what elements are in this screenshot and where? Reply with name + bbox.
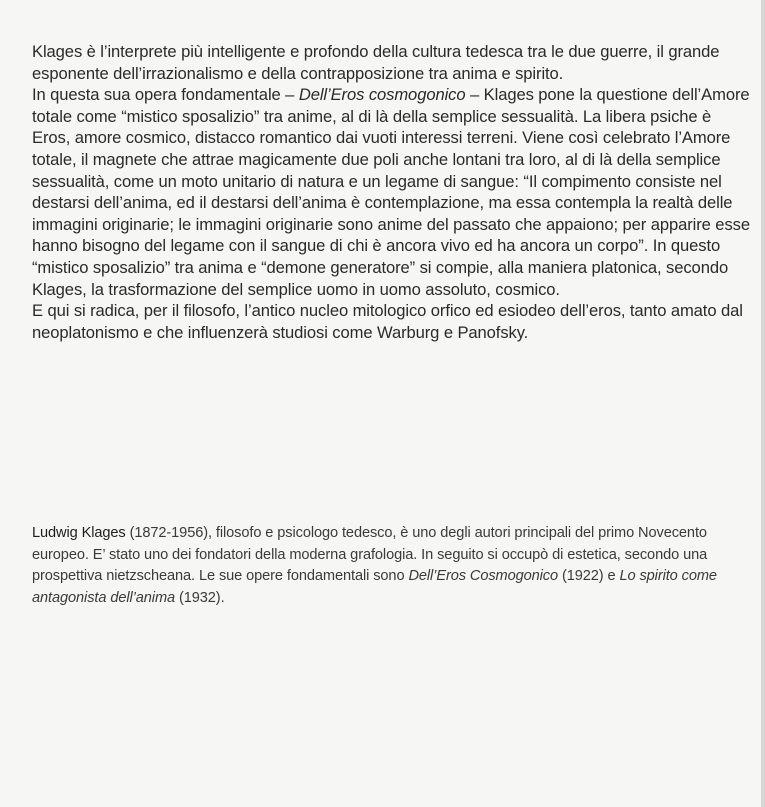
closing-paragraph: E qui si radica, per il filosofo, l’antico nucleo mitologico orfico ed esiodeo dell’eros, tanto amato dal neoplatonismo e che influenzerà studiosi come Warburg e Panofsky. xyxy=(32,301,743,342)
work-title: Dell’Eros cosmogonico xyxy=(298,85,466,105)
description-text xyxy=(32,41,750,343)
work-paragraph-lead: In questa sua opera fondamentale – xyxy=(32,85,299,105)
bio-text-2: (1922) e xyxy=(558,568,620,585)
bio-text-1: (1872-1956), filosofo e psicologo tedesco, è uno degli autori principali del primo Novecento europeo. E’ stato uno dei fondatori della moderna grafologia. In seguito si occupò di estetica, secondo una prospettiva nietzscheana. Le sue opere fondamentali sono xyxy=(32,525,708,585)
bio-text-3: (1932). xyxy=(175,589,225,606)
work-paragraph xyxy=(32,84,750,300)
bio-work-1: Dell’Eros Cosmogonico xyxy=(408,568,559,585)
bio-paragraph xyxy=(32,523,762,609)
bio-work-2: Lo spirito come antagonista dell’anima xyxy=(32,568,717,606)
author-name: Ludwig Klages xyxy=(32,525,126,541)
work-paragraph-body: – Klages pone la questione dell’Amore totale come “mistico sposalizio” tra anime, al di là della semplice sessualità. La libera psiche è Eros, amore cosmico, distacco romantico dai vuoti interessi terreni. Viene così celebrato l’Amore totale, il magnete che attrae magicamente due poli anche lontani tra loro, al di là della semplice sessualità, come un moto unitario di natura e un legame di sangue: “Il compimento consiste nel destarsi dell’anima, ed il destarsi dell’anima è contemplazione, ma essa contempla la realtà delle immagini originarie; le immagini originarie sono anime del passato che appaiono; per apparire esse hanno bisogno del legame con il sangue di chi è ancora vivo ed ha ancora un corpo”. In questo “mistico sposalizio” tra anima e “demone generatore” si compie, alla maniera platonica, secondo Klages, la trasformazione del semplice uomo in uomo assoluto, cosmico. xyxy=(32,85,750,299)
scan-edge xyxy=(761,0,765,807)
author-biography xyxy=(32,523,762,609)
intro-paragraph: Klages è l’interprete più intelligente e profondo della cultura tedesca tra le due guerre, il grande esponente dell’irrazionalismo e della contrapposizione tra anima e spirito. xyxy=(32,42,720,83)
